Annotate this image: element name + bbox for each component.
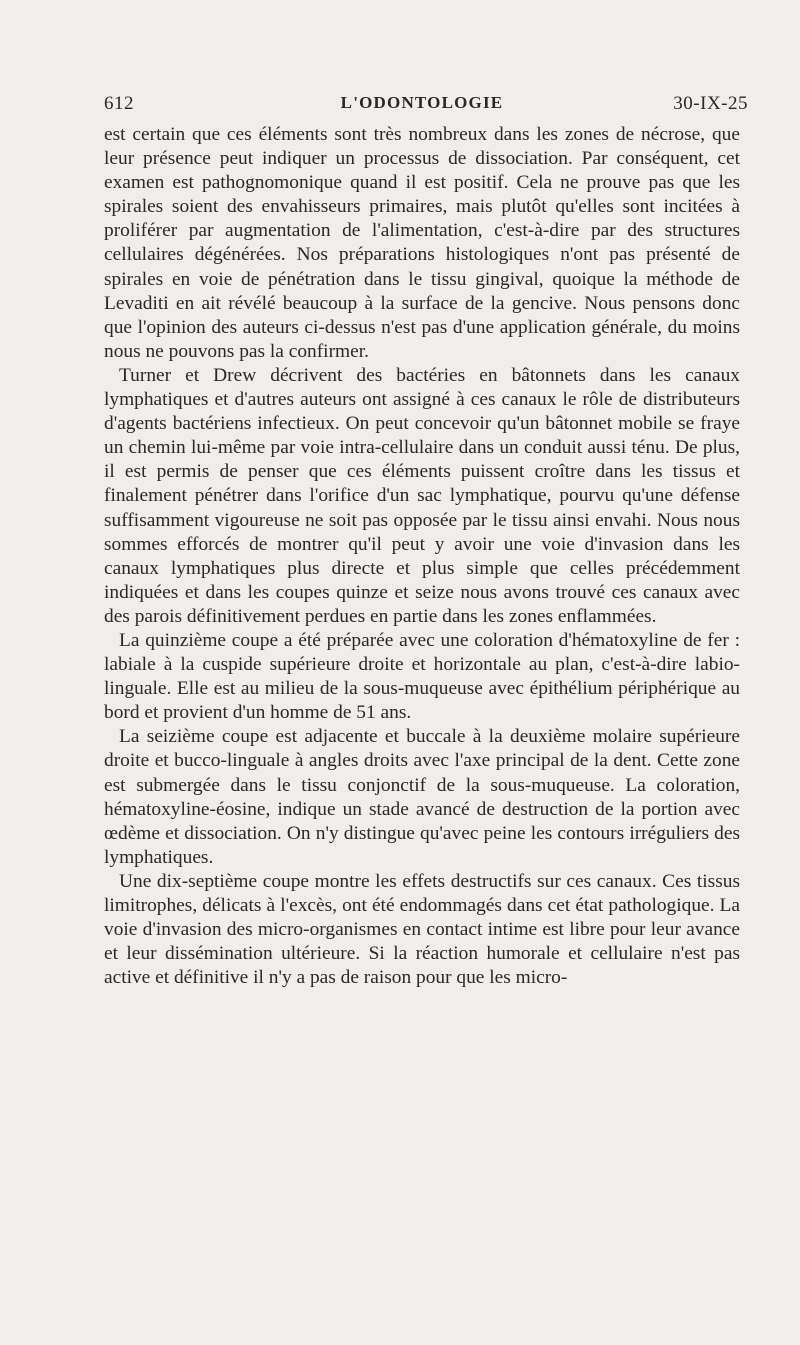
running-header xyxy=(104,93,748,123)
document-page xyxy=(104,93,748,990)
body-text xyxy=(104,123,740,990)
page-number: 612 xyxy=(104,93,134,114)
paragraph-4: La seizième coupe est adjacente et buccale à la deuxième molaire supérieure droite et bucco-linguale à angles droits avec l'axe principal de la dent. Cette zone est submergée dans le tissu conjonctif de la sous-muqueuse. La coloration, hématoxyline-éosine, indique un stade avancé de destruction de la portion avec œdème et dissociation. On n'y distingue qu'avec peine les contours irréguliers des lymphatiques. xyxy=(104,726,740,868)
paragraph-5: Une dix-septième coupe montre les effets destructifs sur ces canaux. Ces tissus limitrophes, délicats à l'excès, ont été endommagés dans cet état pathologique. La voie d'invasion des micro-organismes en contact intime est libre pour leur avance et leur dissémination ultérieure. Si la réaction humorale et cellulaire n'est pas active et définitive il n'y a pas de raison pour que les micro- xyxy=(104,870,740,989)
paragraph-3: La quinzième coupe a été préparée avec une coloration d'hématoxyline de fer : labiale à la cuspide supérieure droite et horizontale au plan, c'est-à-dire labio-linguale. Elle est au milieu de la sous-muqueuse avec épithélium périphérique au bord et provient d'un homme de 51 ans. xyxy=(104,629,740,724)
paragraph-1: est certain que ces éléments sont très nombreux dans les zones de nécrose, que leur présence peut indiquer un processus de dissociation. Par conséquent, cet examen est pathognomonique quand il est positif. Cela ne prouve pas que les spirales soient des envahisseurs primaires, mais plutôt qu'elles sont incitées à proliférer par augmentation de l'alimentation, c'est-à-dire par des structures cellulaires dégénérées. Nos préparations histologiques n'ont pas présenté de spirales en voie de pénétration dans le tissu gingival, quoique la méthode de Levaditi en ait révélé beaucoup à la surface de la gencive. Nous pensons donc que l'opinion des auteurs ci-dessus n'est pas d'une application générale, du moins nous ne pouvons pas la confirmer. xyxy=(104,124,740,362)
paragraph-2: Turner et Drew décrivent des bactéries en bâtonnets dans les canaux lymphatiques et d'autres auteurs ont assigné à ces canaux le rôle de distributeurs d'agents bactériens infectieux. On peut concevoir qu'un bâtonnet mobile se fraye un chemin lui-même par voie intra-cellulaire dans un conduit aussi ténu. De plus, il est permis de penser que ces éléments puissent croître dans les tissus et finalement pénétrer dans l'orifice d'un sac lymphatique, pourvu qu'une défense suffisamment vigoureuse ne soit pas opposée par le tissu ainsi envahi. Nous nous sommes efforcés de montrer qu'il peut y avoir une voie d'invasion dans les canaux lymphatiques plus directe et plus simple que celles précédemment indiquées et dans les coupes quinze et seize nous avons trouvé ces canaux avec des parois définitivement perdues en partie dans les zones enflammées. xyxy=(104,364,740,627)
issue-date: 30-IX-25 xyxy=(673,93,748,114)
journal-title: L'ODONTOLOGIE xyxy=(340,93,504,112)
